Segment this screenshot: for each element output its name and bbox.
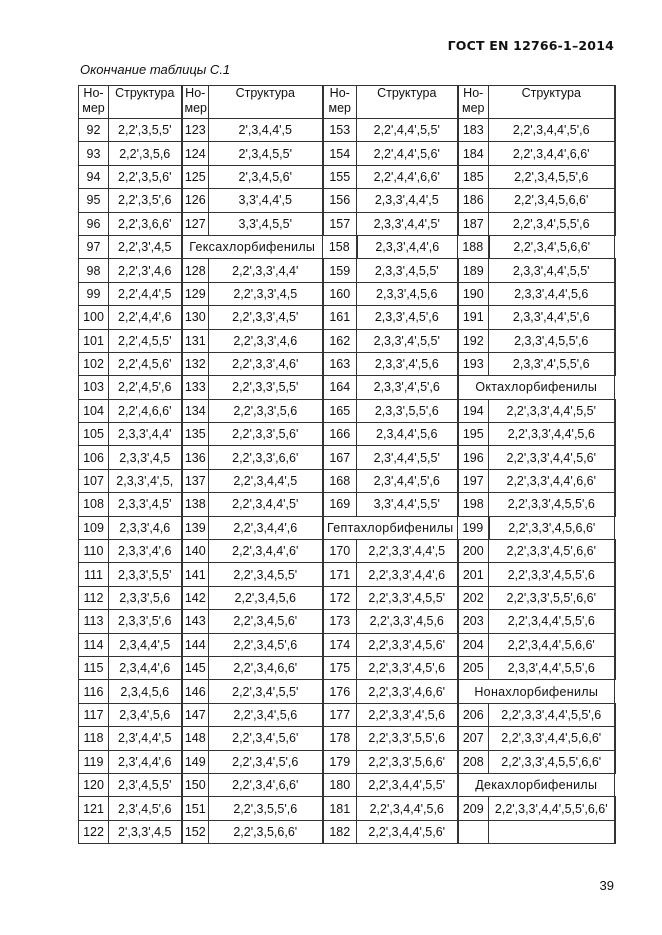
congener-structure: 3,3',4,5,5' <box>209 212 323 235</box>
congener-structure: 2,2',3,4',6,6' <box>209 773 323 796</box>
congener-number: 181 <box>323 797 357 820</box>
congener-structure: 2,3,3',4',6 <box>109 540 182 563</box>
congener-number: 176 <box>323 680 357 703</box>
congener-number: 104 <box>79 399 109 422</box>
congener-number: 150 <box>182 773 209 796</box>
column-header-structure: Структура <box>209 86 323 119</box>
table-row <box>79 142 615 165</box>
congener-number: 122 <box>79 820 109 843</box>
table-row <box>79 680 615 703</box>
congener-number: 207 <box>458 727 489 750</box>
congener-number: 172 <box>323 586 357 609</box>
table-row <box>79 259 615 282</box>
congener-structure: 2,2',3,4,4',6,6' <box>489 142 615 165</box>
congener-structure: 2,2',3,5',6 <box>109 189 182 212</box>
table-row <box>79 235 615 258</box>
table-row <box>79 563 615 586</box>
congener-number: 179 <box>323 750 357 773</box>
congener-number: 175 <box>323 656 357 679</box>
congener-structure: 2,2',3,4,4',5,6 <box>357 797 458 820</box>
congener-structure: 2,3,3',4,6 <box>109 516 182 539</box>
congener-structure: 2,2',3,3',4,4',6,6' <box>489 469 615 492</box>
congener-structure: 2,2',3,4,4',5',6 <box>489 119 615 142</box>
congener-number: 189 <box>458 259 489 282</box>
congener-structure: 2,2',3,4',5',6 <box>209 750 323 773</box>
congener-number: 113 <box>79 610 109 633</box>
page-number: 39 <box>599 878 614 893</box>
congener-number: 93 <box>79 142 109 165</box>
congener-structure: 2,3,3',4,5',6 <box>357 306 458 329</box>
congener-structure: 2,2',3,4,4',5,5',6 <box>489 610 615 633</box>
congener-structure: 2,2',3,3',5,6,6' <box>357 750 458 773</box>
column-header-number: Но- мер <box>182 86 209 119</box>
congener-structure: 2,3,3',4',5',6 <box>357 376 458 399</box>
congener-number: 165 <box>323 399 357 422</box>
congener-structure: 2,2',3,5,5',6 <box>209 797 323 820</box>
congener-structure: 2,2',3,5,6' <box>109 165 182 188</box>
congener-number: 174 <box>323 633 357 656</box>
congener-number: 107 <box>79 469 109 492</box>
congener-number: 142 <box>182 586 209 609</box>
congener-number: 149 <box>182 750 209 773</box>
congener-structure: 2,2',3,4,5',6 <box>209 633 323 656</box>
congener-structure: 2,2',3,3',4,4',5,6 <box>489 423 615 446</box>
table-row <box>79 493 615 516</box>
document-id: ГОСТ EN 12766-1–2014 <box>447 38 614 53</box>
congener-number: 168 <box>323 469 357 492</box>
congener-structure: 2,2',3,3',4,5,5' <box>357 586 458 609</box>
congener-number: 186 <box>458 189 489 212</box>
congener-number: 112 <box>79 586 109 609</box>
congener-structure: 2,2',3,3',6,6' <box>209 446 323 469</box>
congener-structure: 2',3,4,5,5' <box>209 142 323 165</box>
congener-structure: 2,2',3,3',4,4',5,5',6,6' <box>489 797 615 820</box>
congener-structure: 2,3,3',4,4',5',6 <box>489 306 615 329</box>
congener-number: 169 <box>323 493 357 516</box>
table-row <box>79 703 615 726</box>
congener-number: 194 <box>458 399 489 422</box>
congener-number: 163 <box>323 352 357 375</box>
table-row <box>79 727 615 750</box>
table-body <box>79 119 615 844</box>
congener-number: 188 <box>458 235 489 258</box>
congener-number: 155 <box>323 165 357 188</box>
congener-number: 206 <box>458 703 489 726</box>
congener-structure: 2,2',4,4',6 <box>109 306 182 329</box>
congener-number: 173 <box>323 610 357 633</box>
congener-structure: 2',3,4,4',5 <box>209 119 323 142</box>
congener-structure: 2,3,3',5,5' <box>109 563 182 586</box>
table-caption: Окончание таблицы С.1 <box>80 62 231 77</box>
congener-structure: 2,2',3,3',4,5,6,6' <box>489 516 615 539</box>
congener-structure: 2,2',3,3',4,4',5 <box>357 540 458 563</box>
congener-structure: 2,3,3',4',5,5' <box>357 329 458 352</box>
congener-structure: 2,3,4',5,6 <box>109 703 182 726</box>
congener-structure: 2,2',4,4',5,6' <box>357 142 458 165</box>
table-row <box>79 516 615 539</box>
congener-structure: 2,2',4,5',6 <box>109 376 182 399</box>
congener-number: 202 <box>458 586 489 609</box>
congener-number: 178 <box>323 727 357 750</box>
congener-structure: 2,3',4,5,5' <box>109 773 182 796</box>
congener-number: 120 <box>79 773 109 796</box>
congener-structure: 2,2',3,3',4,5,5',6,6' <box>489 750 615 773</box>
congener-structure: 2,2',3,6,6' <box>109 212 182 235</box>
congener-structure: 2,2',3,4,4',5,6,6' <box>489 633 615 656</box>
congener-number: 177 <box>323 703 357 726</box>
congener-number: 117 <box>79 703 109 726</box>
congener-number: 200 <box>458 540 489 563</box>
congener-structure: 2',3,4,5,6' <box>209 165 323 188</box>
congener-structure: 2,3,3',4',5,6 <box>357 352 458 375</box>
congener-structure: 2,2',3,3',4,5',6 <box>357 656 458 679</box>
congener-structure: 2,2',3,4,6,6' <box>209 656 323 679</box>
congener-structure: 2,2',3,3',4,6 <box>209 329 323 352</box>
congener-number: 151 <box>182 797 209 820</box>
congener-number: 109 <box>79 516 109 539</box>
congener-structure: 2,2',3,4,4',6 <box>209 516 323 539</box>
congener-structure: 2,3',4,4',5,5' <box>357 446 458 469</box>
congener-structure: 2,3,3',5',6 <box>109 610 182 633</box>
column-header-structure: Структура <box>489 86 615 119</box>
congener-number: 166 <box>323 423 357 446</box>
column-header-structure: Структура <box>109 86 182 119</box>
table-row <box>79 352 615 375</box>
column-header-number: Но- мер <box>79 86 109 119</box>
congener-number: 159 <box>323 259 357 282</box>
congener-number: 156 <box>323 189 357 212</box>
congener-number: 119 <box>79 750 109 773</box>
congener-structure: 2,2',4,6,6' <box>109 399 182 422</box>
congener-number: 141 <box>182 563 209 586</box>
congener-structure: 2,3,3',4,5,5',6 <box>489 329 615 352</box>
congener-number <box>458 820 489 843</box>
congener-number: 128 <box>182 259 209 282</box>
table-row <box>79 329 615 352</box>
congener-number: 160 <box>323 282 357 305</box>
section-heading: Октахлорбифенилы <box>458 376 615 399</box>
table-row <box>79 189 615 212</box>
section-heading: Декахлорбифенилы <box>458 773 615 796</box>
congener-number: 204 <box>458 633 489 656</box>
congener-number: 190 <box>458 282 489 305</box>
section-heading: Гексахлорбифенилы <box>182 235 323 258</box>
congener-number: 132 <box>182 352 209 375</box>
table-row <box>79 750 615 773</box>
congener-number: 197 <box>458 469 489 492</box>
table-row <box>79 469 615 492</box>
congener-structure: 2,2',3,4,4',5,6' <box>357 820 458 843</box>
congener-structure: 2,2',3,4,4',5 <box>209 469 323 492</box>
table-row <box>79 212 615 235</box>
congener-structure: 2,2',3,3',4',5,6 <box>357 703 458 726</box>
congener-structure: 2,3,4,4',6 <box>109 656 182 679</box>
congener-number: 135 <box>182 423 209 446</box>
congener-number: 114 <box>79 633 109 656</box>
congener-number: 170 <box>323 540 357 563</box>
congener-number: 203 <box>458 610 489 633</box>
congener-structure: 2,2',3',4,6 <box>109 259 182 282</box>
table-row <box>79 119 615 142</box>
congener-structure: 2,3',4,4',6 <box>109 750 182 773</box>
congener-number: 144 <box>182 633 209 656</box>
congener-number: 98 <box>79 259 109 282</box>
congener-number: 182 <box>323 820 357 843</box>
congener-number: 205 <box>458 656 489 679</box>
congener-number: 111 <box>79 563 109 586</box>
congener-number: 171 <box>323 563 357 586</box>
congener-number: 129 <box>182 282 209 305</box>
table-row <box>79 399 615 422</box>
table-row <box>79 282 615 305</box>
congener-number: 108 <box>79 493 109 516</box>
congener-number: 208 <box>458 750 489 773</box>
congener-structure: 2,2',3,3',5,6 <box>209 399 323 422</box>
congener-structure: 2,2',3',4,5 <box>109 235 182 258</box>
congener-structure: 2,3,3',4,4',5,5',6 <box>489 656 615 679</box>
congener-number: 184 <box>458 142 489 165</box>
table-row <box>79 165 615 188</box>
table-row <box>79 633 615 656</box>
congener-structure: 2,2',3,4',5,6 <box>209 703 323 726</box>
congener-number: 201 <box>458 563 489 586</box>
congener-structure: 2,2',3,3',5,6' <box>209 423 323 446</box>
congener-number: 105 <box>79 423 109 446</box>
congener-structure: 2,3,4,5,6 <box>109 680 182 703</box>
congener-structure: 2,3,3',4,4',5 <box>357 189 458 212</box>
congener-number: 193 <box>458 352 489 375</box>
congener-number: 152 <box>182 820 209 843</box>
congener-number: 127 <box>182 212 209 235</box>
congener-structure: 2,2',4,4',6,6' <box>357 165 458 188</box>
table-row <box>79 797 615 820</box>
congener-number: 124 <box>182 142 209 165</box>
congener-number: 103 <box>79 376 109 399</box>
congener-number: 131 <box>182 329 209 352</box>
congener-structure: 2,3,3',4,5,5' <box>357 259 458 282</box>
congener-number: 118 <box>79 727 109 750</box>
congener-structure: 2,2',3,4,5,6' <box>209 610 323 633</box>
congener-number: 138 <box>182 493 209 516</box>
congener-number: 146 <box>182 680 209 703</box>
congener-number: 139 <box>182 516 209 539</box>
congener-number: 198 <box>458 493 489 516</box>
congener-structure: 2,3,3',4,4' <box>109 423 182 446</box>
congener-structure: 2,3',4,4',5 <box>109 727 182 750</box>
congener-number: 167 <box>323 446 357 469</box>
congener-number: 136 <box>182 446 209 469</box>
congener-structure: 2,2',3,4,4',6' <box>209 540 323 563</box>
congener-number: 147 <box>182 703 209 726</box>
congener-number: 187 <box>458 212 489 235</box>
congener-structure: 2,2',3,3',4,6' <box>209 352 323 375</box>
congener-structure: 2,2',3,3',4,4',5,6,6' <box>489 727 615 750</box>
congener-number: 162 <box>323 329 357 352</box>
congener-structure: 2,2',3,4',5,6' <box>209 727 323 750</box>
congener-number: 130 <box>182 306 209 329</box>
section-heading: Гептахлорбифенилы <box>323 516 458 539</box>
congener-structure: 2,3,3',5,6 <box>109 586 182 609</box>
congener-structure: 2,2',3,4',5,5',6 <box>489 212 615 235</box>
congener-structure: 2,2',3,3',4,4',6 <box>357 563 458 586</box>
congener-structure: 2,2',3,4',5,6,6' <box>489 235 615 258</box>
table-row <box>79 376 615 399</box>
table-row <box>79 586 615 609</box>
congener-number: 116 <box>79 680 109 703</box>
congener-number: 99 <box>79 282 109 305</box>
congener-number: 183 <box>458 119 489 142</box>
congener-number: 125 <box>182 165 209 188</box>
congener-structure: 2,2',4,5,5' <box>109 329 182 352</box>
congener-number: 110 <box>79 540 109 563</box>
table-row <box>79 540 615 563</box>
congener-number: 161 <box>323 306 357 329</box>
column-header-number: Но- мер <box>458 86 489 119</box>
section-heading: Нонахлорбифенилы <box>458 680 615 703</box>
congener-structure: 2,2',3,4,4',5' <box>209 493 323 516</box>
congener-structure: 2,2',3,3',4,4',5,5' <box>489 399 615 422</box>
congener-structure: 2,3,3',4,4',5,6 <box>489 282 615 305</box>
column-header-number: Но- мер <box>323 86 357 119</box>
table-row <box>79 773 615 796</box>
congener-structure: 2,3,3',4,4',6 <box>357 235 458 258</box>
congener-number: 123 <box>182 119 209 142</box>
congener-structure: 2,2',3,4,4',5,5' <box>357 773 458 796</box>
congener-structure: 2,3,3',4',5, <box>109 469 182 492</box>
congener-number: 133 <box>182 376 209 399</box>
congener-number: 101 <box>79 329 109 352</box>
congener-structure: 2,2',3,3',4,5' <box>209 306 323 329</box>
congener-number: 143 <box>182 610 209 633</box>
congener-structure: 2,2',3,3',5,5',6,6' <box>489 586 615 609</box>
congener-structure: 2,3,3',4,5,6 <box>357 282 458 305</box>
congener-number: 115 <box>79 656 109 679</box>
congener-number: 196 <box>458 446 489 469</box>
congener-number: 94 <box>79 165 109 188</box>
congener-structure: 2,2',3,4',5,5' <box>209 680 323 703</box>
congener-structure: 3,3',4,4',5 <box>209 189 323 212</box>
congener-number: 185 <box>458 165 489 188</box>
congener-structure: 2,2',3,3',4,4',5,6' <box>489 446 615 469</box>
table-row <box>79 610 615 633</box>
congener-structure: 2,3,4,4',5,6 <box>357 423 458 446</box>
congener-structure: 2,2',3,5,6,6' <box>209 820 323 843</box>
congener-number: 154 <box>323 142 357 165</box>
congener-structure: 2,3,3',4,5' <box>109 493 182 516</box>
congener-structure: 2,2',3,4,5,6 <box>209 586 323 609</box>
congener-number: 153 <box>323 119 357 142</box>
table-row <box>79 820 615 843</box>
congener-number: 145 <box>182 656 209 679</box>
congener-structure: 3,3',4,4',5,5' <box>357 493 458 516</box>
congener-number: 192 <box>458 329 489 352</box>
congener-number: 96 <box>79 212 109 235</box>
congener-structure: 2,3,3',4,4',5' <box>357 212 458 235</box>
congener-structure: 2,3,3',5,5',6 <box>357 399 458 422</box>
congener-structure: 2,2',4,4',5 <box>109 282 182 305</box>
congener-structure: 2,2',3,4,5,5' <box>209 563 323 586</box>
congener-structure: 2,3,3',4,4',5,5' <box>489 259 615 282</box>
congener-structure: 2,2',3,3',4,6,6' <box>357 680 458 703</box>
congener-structure: 2,2',3,5,5' <box>109 119 182 142</box>
congener-number: 209 <box>458 797 489 820</box>
congener-structure: 2,2',3,3',4,5,5',6 <box>489 493 615 516</box>
congener-structure: 2,2',3,3',4,5,6 <box>357 610 458 633</box>
column-header-structure: Структура <box>357 86 458 119</box>
congener-structure: 2,2',3,3',4,5,5',6 <box>489 563 615 586</box>
congener-structure: 2',3,3',4,5 <box>109 820 182 843</box>
congener-number: 140 <box>182 540 209 563</box>
table-row <box>79 423 615 446</box>
congener-number: 121 <box>79 797 109 820</box>
congener-structure: 2,2',3,5,6 <box>109 142 182 165</box>
congener-number: 164 <box>323 376 357 399</box>
congener-number: 126 <box>182 189 209 212</box>
table-header-row <box>79 86 615 119</box>
congener-table <box>78 85 616 844</box>
congener-structure: 2,2',3,3',4,4' <box>209 259 323 282</box>
congener-structure: 2,3',4,5',6 <box>109 797 182 820</box>
congener-number: 134 <box>182 399 209 422</box>
congener-structure: 2,2',3,4,5,5',6 <box>489 165 615 188</box>
congener-structure: 2,3',4,4',5',6 <box>357 469 458 492</box>
congener-structure: 2,3,3',4,5 <box>109 446 182 469</box>
congener-number: 106 <box>79 446 109 469</box>
table-row <box>79 656 615 679</box>
congener-structure: 2,2',3,3',5,5' <box>209 376 323 399</box>
congener-number: 97 <box>79 235 109 258</box>
congener-structure: 2,2',3,3',4,5',6,6' <box>489 540 615 563</box>
congener-structure: 2,2',3,4,5,6,6' <box>489 189 615 212</box>
table-row <box>79 446 615 469</box>
congener-number: 191 <box>458 306 489 329</box>
congener-number: 157 <box>323 212 357 235</box>
congener-structure <box>489 820 615 843</box>
table-row <box>79 306 615 329</box>
congener-structure: 2,2',3,3',4,5,6' <box>357 633 458 656</box>
congener-structure: 2,2',4,4',5,5' <box>357 119 458 142</box>
congener-number: 92 <box>79 119 109 142</box>
congener-number: 158 <box>323 235 357 258</box>
congener-number: 137 <box>182 469 209 492</box>
congener-structure: 2,2',3,3',4,5 <box>209 282 323 305</box>
congener-structure: 2,3,4,4',5 <box>109 633 182 656</box>
congener-number: 95 <box>79 189 109 212</box>
congener-number: 102 <box>79 352 109 375</box>
congener-structure: 2,2',4,5,6' <box>109 352 182 375</box>
congener-number: 180 <box>323 773 357 796</box>
congener-number: 195 <box>458 423 489 446</box>
congener-number: 100 <box>79 306 109 329</box>
congener-structure: 2,2',3,3',4,4',5,5',6 <box>489 703 615 726</box>
congener-structure: 2,3,3',4',5,5',6 <box>489 352 615 375</box>
congener-structure: 2,2',3,3',5,5',6 <box>357 727 458 750</box>
congener-number: 199 <box>458 516 489 539</box>
congener-number: 148 <box>182 727 209 750</box>
